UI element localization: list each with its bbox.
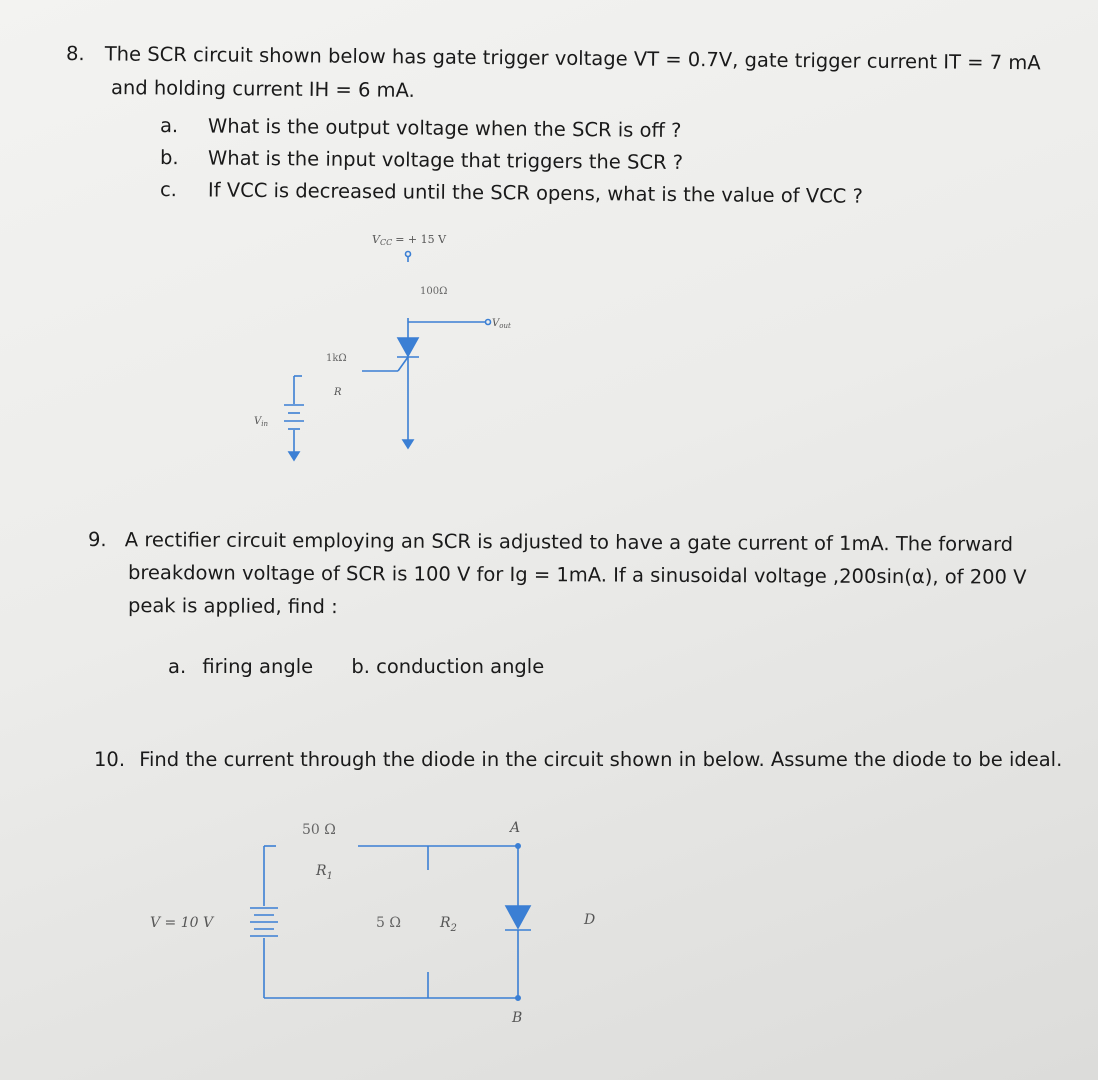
gate-resistor-label: 1kΩ xyxy=(326,353,347,364)
r1-name-label: $R_1$ xyxy=(316,863,333,882)
q8-number: 8. xyxy=(65,42,85,66)
q9-line3: peak is applied, find : xyxy=(127,594,338,619)
vin-ground-arrow xyxy=(289,452,299,460)
vcc-label: VCC = + 15 V xyxy=(372,233,447,247)
q8-text-line1: The SCR circuit shown below has gate trigger voltage VT = 0.7V, gate trigger current IT = 7 mA xyxy=(104,42,1041,75)
q9-number: 9. xyxy=(87,528,107,552)
vout-terminal xyxy=(486,320,491,325)
diode-circuit-labels xyxy=(150,820,595,1026)
scr-ground-arrow xyxy=(403,440,413,448)
r2-value-label: 5 Ω xyxy=(376,915,401,931)
q8-part-a-text: What is the output voltage when the SCR is off ? xyxy=(207,114,682,143)
vout-label: $V_{out}$ xyxy=(492,318,511,330)
node-a-dot xyxy=(516,844,520,848)
q8-part-c-label: c. xyxy=(159,178,178,202)
scr-labels xyxy=(254,233,511,428)
q9-part-a-label: a. xyxy=(168,655,187,678)
diode-triangle xyxy=(506,906,530,928)
load-resistor-label: 100Ω xyxy=(420,286,448,297)
scr-circuit xyxy=(284,252,491,461)
q10-text: Find the current through the diode in the circuit shown in below. Assume the diode to be ideal. xyxy=(139,748,1063,771)
node-a-label: A xyxy=(510,820,521,836)
q9-part-b-text: b. conduction angle xyxy=(351,655,545,678)
scr-gate-lead xyxy=(398,357,408,371)
q8-part-a-label: a. xyxy=(159,114,179,138)
vcc-terminal-node xyxy=(406,252,411,257)
q8-line2: and holding current IH = 6 mA. xyxy=(110,76,415,102)
q8-part-b-label: b. xyxy=(159,146,179,170)
q10-number: 10. xyxy=(94,748,126,771)
q8-part-c-text: If VCC is decreased until the SCR opens, what is the value of VCC ? xyxy=(207,178,864,208)
q9-text-line1: A rectifier circuit employing an SCR is adjusted to have a gate current of 1mA. The forward xyxy=(124,528,1014,556)
vin-label: $V_{in}$ xyxy=(254,416,268,428)
q8-part-b-text: What is the input voltage that triggers the SCR ? xyxy=(207,146,684,175)
scr-triangle xyxy=(398,338,418,356)
source-label: V = 10 V xyxy=(150,915,214,931)
q9-part-a-text: firing angle xyxy=(202,655,314,678)
r1-value-label: 50 Ω xyxy=(302,822,336,838)
gate-resistor-name: R xyxy=(334,387,342,398)
r2-name-label: $R_2$ xyxy=(440,915,457,934)
node-b-label: B xyxy=(512,1010,523,1026)
diode-label: D xyxy=(584,912,596,928)
q9-line2: breakdown voltage of SCR is 100 V for Ig = 1mA. If a sinusoidal voltage ,200sin(α), of 200 V xyxy=(127,561,1027,589)
node-b-dot xyxy=(516,996,520,1000)
